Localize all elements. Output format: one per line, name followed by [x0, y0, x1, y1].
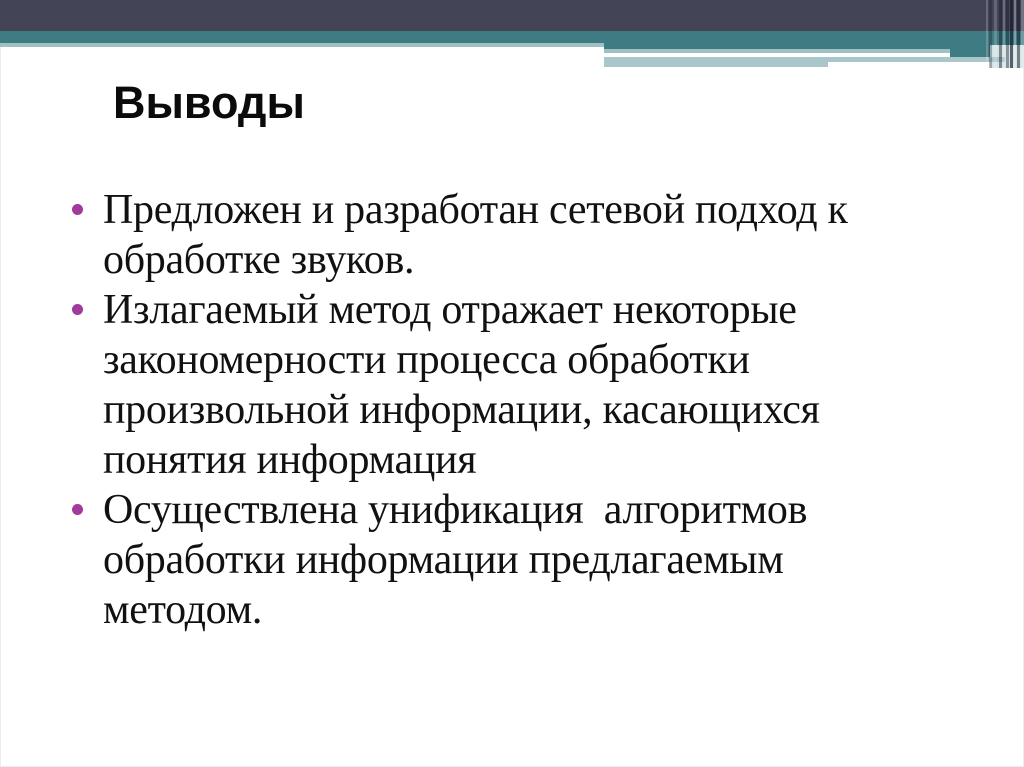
decor-vertical-stripe: [1014, 0, 1016, 68]
bullet-item: [60, 485, 990, 635]
decor-vertical-stripe: [989, 0, 992, 68]
bullet-line: обработки информации предлагаемым: [103, 537, 784, 583]
decor-vertical-stripe: [986, 0, 988, 68]
bullet-line: обработке звуков.: [103, 237, 415, 283]
bullet-item: [60, 185, 990, 285]
bullet-line: Предложен и разработан сетевой подход к: [103, 187, 848, 233]
bullet-item: [60, 285, 990, 485]
bullet-list: [60, 185, 990, 635]
bullet-marker-icon: [72, 304, 83, 315]
bullet-marker-icon: [72, 204, 83, 215]
bullet-line: Излагаемый метод отражает некоторые: [103, 287, 797, 333]
decor-vertical-stripe: [994, 0, 997, 68]
bullet-marker-icon: [72, 504, 83, 515]
decor-vertical-stripe: [1006, 0, 1009, 68]
bullet-line: произвольной информации, касающихся: [103, 387, 820, 433]
header-light-bar-thick: [604, 57, 828, 67]
bullet-line: Осуществлена унификация алгоритмов: [103, 487, 808, 533]
bullet-line: понятия информация: [103, 437, 477, 483]
slide-title: Выводы: [113, 77, 305, 128]
decor-vertical-stripe: [1010, 0, 1013, 68]
header-light-line: [604, 49, 950, 53]
header-light-bar-thin: [828, 57, 1005, 62]
decor-vertical-stripe: [999, 0, 1002, 68]
header-strip-light-left: [0, 43, 604, 47]
bullet-line: закономерности процесса обработки: [103, 337, 750, 383]
decor-vertical-stripe: [1003, 0, 1005, 68]
header-corner-teal: [950, 45, 990, 57]
header-bar-dark: [0, 0, 1024, 31]
bullet-line: методом.: [103, 587, 263, 633]
decor-vertical-stripe: [1017, 0, 1020, 68]
